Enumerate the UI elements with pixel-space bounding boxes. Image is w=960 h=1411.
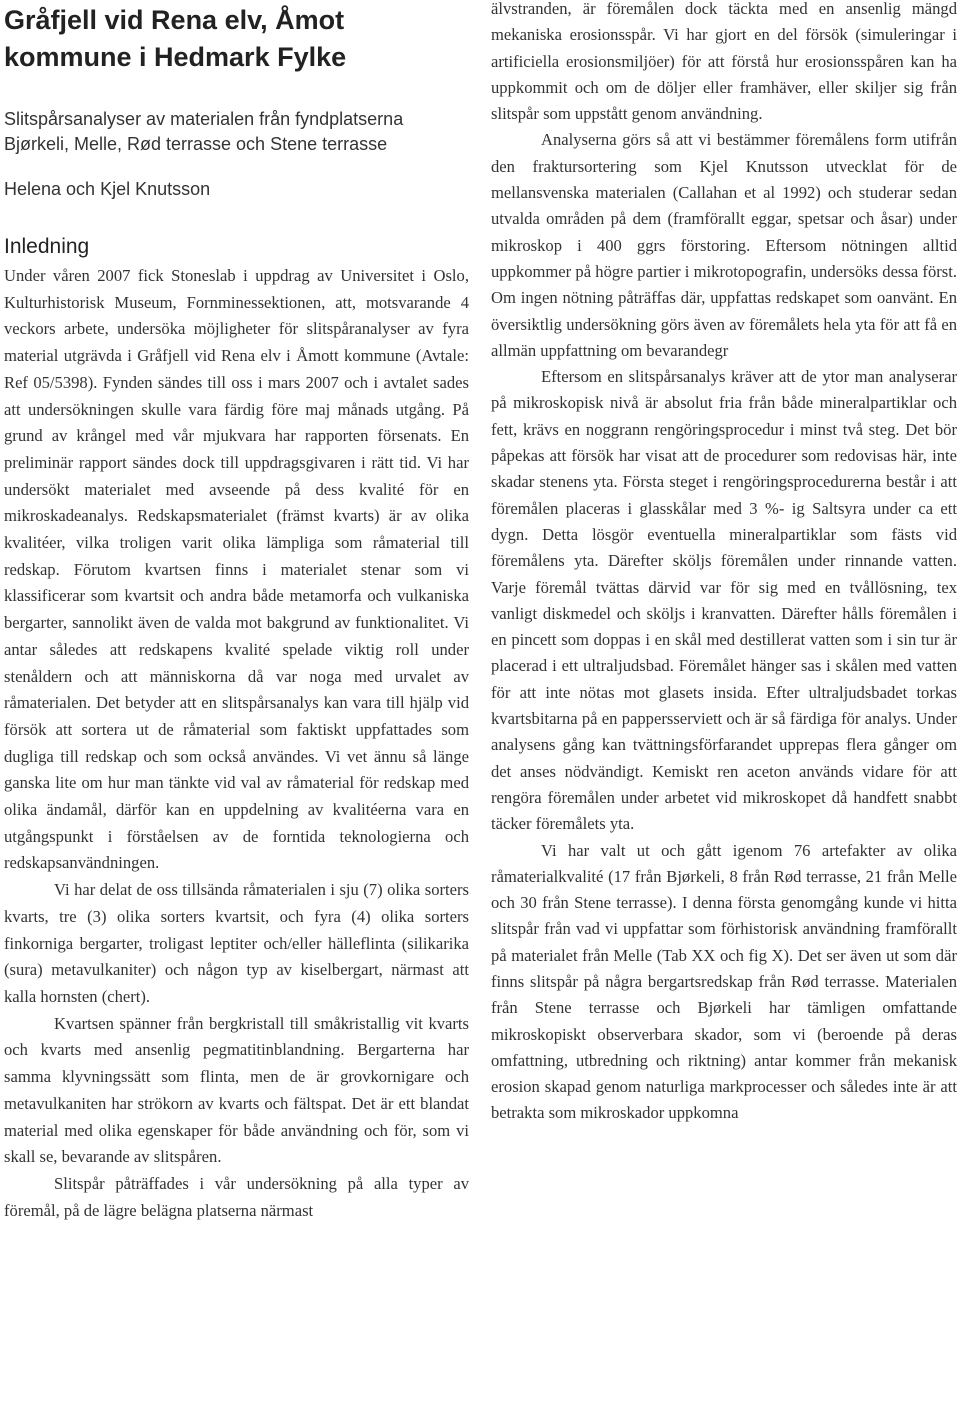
right-paragraph-2: Analyserna görs så att vi bestämmer föremålens form utifrån den fraktursortering som Kjel Knutsson utvecklat för de mellansvenska materialen (Callahan et al 1992) och studerar sedan utvalda områden på dem (framförallt eggar, spetsar och åsar) under mikroskop i 400 ggrs förstoring. Eftersom nötningen alltid uppkommer på högre partier i mikrotopografin, undersöks dessa först. Om ingen nötning påträffas där, uppfattas redskapet som oanvänt. En översiktlig undersökning görs även av föremålets hela yta för att få en allmän uppfattning om bevarandegr — [491, 130, 957, 360]
right-column — [491, 0, 957, 1127]
document-authors: Helena och Kjel Knutsson — [4, 179, 211, 199]
right-paragraph-4: Vi har valt ut och gått igenom 76 artefakter av olika råmaterialkvalité (17 från Bjørkeli, 8 från Rød terrasse, 21 från Melle och 30 från Stene terrasse). I denna första genomgång kunde vi hitta slitspår från vad vi uppfattar som förhistorisk användning framförallt på materialet från Melle (Tab XX och fig X). Det ser även ut som där finns slitspår på några bergartsredskap från Rød terrasse. Materialen från Stene terrasse och Bjørkeli har tämligen omfattande mikroskopiskt observerbara skador, som vi (beroende på deras omfattning, utbredning och riktning) antar kommer från mekanisk erosion skapad genom naturliga markprocesser och således inte är att betrakta som mikroskador uppkomna — [491, 840, 957, 1123]
document-subtitle: Slitspårsanalyser av materialen från fyndplatserna Bjørkeli, Melle, Rød terrasse och Stene terrasse — [4, 109, 404, 154]
left-column — [4, 0, 469, 1224]
left-paragraph-4: Slitspår påträffades i vår undersökning på alla typer av föremål, på de lägre belägna platserna närmast — [4, 1173, 469, 1220]
document-title: Gråfjell vid Rena elv, Åmot kommune i Hedmark Fylke — [4, 5, 347, 72]
section-heading-inledning: Inledning — [4, 235, 90, 258]
right-paragraph-1: älvstranden, är föremålen dock täckta med en ansenlig mängd mekaniska erosionsspår. Vi har gjort en del försök (simuleringar i artificiella erosionsmiljöer) för att förstå hur erosionsspåren kan ha uppkommit och om de döljer eller framhäver, eller skiljer sig från slitspår som uppstått genom användning. — [491, 0, 957, 124]
right-paragraph-3: Eftersom en slitspårsanalys kräver att de ytor man analyserar på mikroskopisk nivå är absolut fria från både mineralpartiklar och fett, krävs en noggrann rengöringsprocedur i minst två steg. Det bör påpekas att försök har visat att de procedurer som redovisas här, inte skadar stenens yta. Första steget i rengöringsprocedurerna består i att föremålen placeras i glasskålar med 3 %- ig Saltsyra under ca ett dygn. Detta lösgör eventuella mineralpartiklar som fästs vid föremålens yta. Därefter sköljs föremålen under rinnande vatten. Varje föremål tvättas därvid var för sig med en tvållösning, tex vanligt diskmedel och sköljs i kranvatten. Därefter hålls föremålen i en pincett som doppas i en skål med destillerat vatten som i sin tur är placerad i ett ultraljudsbad. Föremålet hänger sas i skålen med vatten för att inte nötas mot glasets insida. Efter ultraljudsbadet torkas kvartsbitarna på en pappersserviett och är så färdiga för analys. Under analysens gång kan tvättningsförfarandet upprepas flera gånger om det anses nödvändigt. Kemiskt ren aceton används vidare för att rengöra föremålen under arbetet vid mikroskopet då handfett snabbt täcker föremålets yta. — [491, 367, 957, 834]
left-paragraph-1: Under våren 2007 fick Stoneslab i uppdrag av Universitet i Oslo, Kulturhistorisk Museum, Fornminessektionen, att, motsvarande 4 veckors arbete, undersöka möjligheter för slitspåranalyser av fyra material utgrävda i Gråfjell vid Rena elv i Åmott kommune (Avtale: Ref 05/5398). Fynden sändes till oss i mars 2007 och i avtalet sades att undersökningen skulle vara färdig före maj månads utgång. På grund av krångel med vår mjukvara har rapporten försenats. En preliminär rapport sändes dock till uppdragsgivaren i rätt tid. Vi har undersökt materialet med avseende på dess kvalité för en mikroskadeanalys. Redskapsmaterialet (främst kvarts) är av olika kvalitéer, vilka troligen varit olika lämpliga som råmaterial till redskap. Förutom kvartsen finns i materialet stenar som vi klassificerar som kvartsit och andra både metamorfa och vulkaniska bergarter, sannolikt även de valda mot bakgrund av funktionalitet. Vi antar således att redskapens kvalité spelade viktig roll under stenåldern och att människorna då var noga med urvalet av råmaterialen. Det betyder att en slitspårsanalys kan vara till hjälp vid försök att sortera ut de råmaterial som faktiskt uppfattades som dugliga till redskap och som också användes. Vi vet ännu så länge ganska lite om hur man tänkte vid val av råmaterial för redskap med olika ändamål, därför kan en uppdelning av kvalitéerna vara en utgångspunkt i förståelsen av de forntida teknologierna och redskapsanvändningen. — [4, 266, 469, 873]
left-paragraph-3: Kvartsen spänner från bergkristall till småkristallig vit kvarts och kvarts med ansenlig pegmatitinblandning. Bergarterna har samma klyvningssätt som flinta, men de är grovkornigare och metavulkaniten har strökorn av kvarts och fältspat. Det är ett blandat material med olika egenskaper för både användning och för, som vi skall se, bevarande av slitspåren. — [4, 1013, 469, 1167]
left-paragraph-2: Vi har delat de oss tillsända råmaterialen i sju (7) olika sorters kvarts, tre (3) olika sorters kvartsit, och fyra (4) olika sorters finkorniga bergarter, troligast leptiter och/eller hälleflinta (silikarika (sura) metavulkaniter) och någon typ av kiselbergart, närmast att kalla hornsten (chert). — [4, 880, 469, 1006]
